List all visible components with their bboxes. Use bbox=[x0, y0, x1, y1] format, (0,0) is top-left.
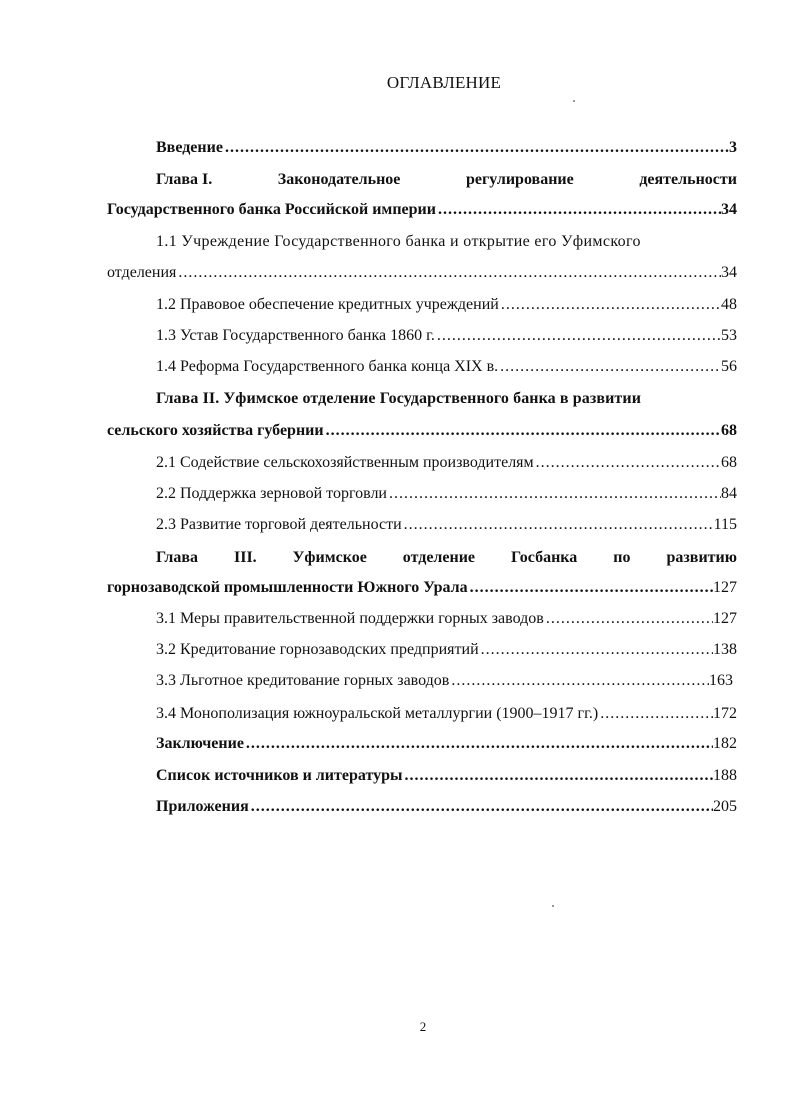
scan-speck bbox=[552, 905, 554, 907]
leader-dots bbox=[499, 292, 721, 318]
toc-label: сельского хозяйства губернии bbox=[107, 422, 324, 439]
scan-speck bbox=[573, 100, 575, 102]
leader-dots bbox=[387, 481, 721, 507]
toc-label: 3.2 Кредитование горнозаводских предприятий bbox=[156, 641, 479, 658]
word: Госбанка bbox=[511, 549, 578, 566]
toc-label: 2.2 Поддержка зерновой торговли bbox=[156, 485, 387, 502]
toc-label: Государственного банка Российской империи bbox=[107, 201, 436, 218]
toc-section-1-1-line1[interactable] bbox=[156, 229, 737, 255]
leader-dots bbox=[176, 260, 721, 286]
toc-label: Заключение bbox=[156, 735, 244, 752]
toc-page: 205 bbox=[713, 798, 737, 815]
leader-dots bbox=[598, 701, 713, 727]
toc-page: 53 bbox=[721, 327, 737, 344]
word: деятельности bbox=[639, 171, 737, 188]
toc-section-1-4[interactable] bbox=[156, 354, 737, 380]
toc-label: 2.3 Развитие торговой деятельности bbox=[156, 516, 402, 533]
toc-section-1-1-line2[interactable] bbox=[107, 260, 737, 286]
toc-chapter-2-line1[interactable] bbox=[156, 386, 737, 412]
leader-dots bbox=[436, 197, 721, 223]
word: Уфимское bbox=[292, 549, 367, 566]
word: отделение bbox=[402, 549, 476, 566]
toc-label: 1.1 Учреждение Государственного банка и открытие его Уфимского bbox=[156, 233, 641, 250]
toc-page: 56 bbox=[721, 358, 737, 375]
toc-label: 1.3 Устав Государственного банка 1860 г. bbox=[156, 327, 435, 344]
word: развитию bbox=[666, 549, 737, 566]
leader-dots bbox=[402, 763, 713, 789]
toc-page: 127 bbox=[713, 579, 737, 596]
toc-section-3-1[interactable] bbox=[156, 606, 737, 632]
toc-entry-intro[interactable] bbox=[156, 135, 737, 161]
toc-page: 188 bbox=[713, 767, 737, 784]
toc-label: 3.1 Меры правительственной поддержки горных заводов bbox=[156, 610, 544, 627]
toc-page: 68 bbox=[721, 422, 737, 439]
leader-dots bbox=[479, 637, 713, 663]
toc-section-1-3[interactable] bbox=[156, 323, 737, 349]
toc-page: 127 bbox=[713, 610, 737, 627]
word: Глава bbox=[156, 549, 198, 566]
toc-page: 68 bbox=[721, 454, 737, 471]
toc-label: Список источников и литературы bbox=[156, 767, 403, 784]
leader-dots bbox=[449, 668, 709, 694]
toc-page: 3 bbox=[729, 139, 737, 156]
leader-dots bbox=[498, 354, 721, 380]
leader-dots bbox=[534, 450, 721, 476]
toc-section-2-2[interactable] bbox=[156, 481, 737, 507]
toc-section-3-4[interactable] bbox=[156, 701, 737, 727]
toc-label: Приложения bbox=[156, 798, 249, 815]
toc-page: 34 bbox=[721, 201, 737, 218]
toc-section-3-2[interactable] bbox=[156, 637, 737, 663]
toc-chapter-1-line1[interactable] bbox=[156, 167, 737, 193]
leader-dots bbox=[468, 575, 713, 601]
toc-section-3-3[interactable] bbox=[156, 668, 733, 694]
toc-page: 34 bbox=[721, 264, 737, 281]
toc-label: Глава II. Уфимское отделение Государственного банка в развитии bbox=[156, 390, 642, 407]
page-title: ОГЛАВЛЕНИЕ bbox=[386, 73, 502, 92]
toc-label: 3.3 Льготное кредитование горных заводов bbox=[156, 672, 450, 689]
toc-page: 182 bbox=[713, 735, 737, 752]
toc-entry-conclusion[interactable] bbox=[156, 731, 737, 757]
leader-dots bbox=[544, 606, 713, 632]
leader-dots bbox=[244, 731, 713, 757]
toc-label: 2.1 Содействие сельскохозяйственным производителям bbox=[156, 454, 534, 471]
toc-label: 1.4 Реформа Государственного банка конца XIX в. bbox=[156, 358, 499, 375]
leader-dots bbox=[435, 323, 721, 349]
word: III. bbox=[233, 549, 257, 566]
toc-chapter-2-line2[interactable] bbox=[107, 418, 737, 444]
toc-section-2-3[interactable] bbox=[156, 512, 737, 538]
toc-chapter-3-line1[interactable] bbox=[156, 545, 737, 571]
leader-dots bbox=[324, 418, 721, 444]
toc-page: 84 bbox=[721, 485, 737, 502]
toc-chapter-3-line2[interactable] bbox=[107, 575, 737, 601]
toc-entry-appendix[interactable] bbox=[156, 794, 737, 820]
word: регулирование bbox=[465, 171, 574, 188]
toc-label: отделения bbox=[107, 264, 177, 281]
toc-label: 3.4 Монополизация южноуральской металлургии (1900–1917 гг.) bbox=[156, 705, 599, 722]
toc-page: 48 bbox=[721, 296, 737, 313]
toc-label: 1.2 Правовое обеспечение кредитных учреждений bbox=[156, 296, 499, 313]
toc-label: Введение bbox=[156, 139, 223, 156]
toc-page: 138 bbox=[713, 641, 737, 658]
toc-page: 115 bbox=[713, 516, 737, 533]
toc-label: горнозаводской промышленности Южного Урала bbox=[107, 579, 468, 596]
toc-page: 163 bbox=[709, 672, 733, 689]
word: Законодательное bbox=[277, 171, 401, 188]
word: Глава I. bbox=[156, 171, 213, 188]
toc-section-2-1[interactable] bbox=[156, 450, 737, 476]
toc-page: 172 bbox=[713, 705, 737, 722]
toc-entry-sources[interactable] bbox=[156, 763, 737, 789]
toc-section-1-2[interactable] bbox=[156, 292, 737, 318]
leader-dots bbox=[402, 512, 714, 538]
toc-chapter-1-line2[interactable] bbox=[107, 197, 737, 223]
leader-dots bbox=[223, 135, 729, 161]
word: по bbox=[613, 549, 631, 566]
page-number: 2 bbox=[419, 1019, 427, 1034]
leader-dots bbox=[249, 794, 713, 820]
